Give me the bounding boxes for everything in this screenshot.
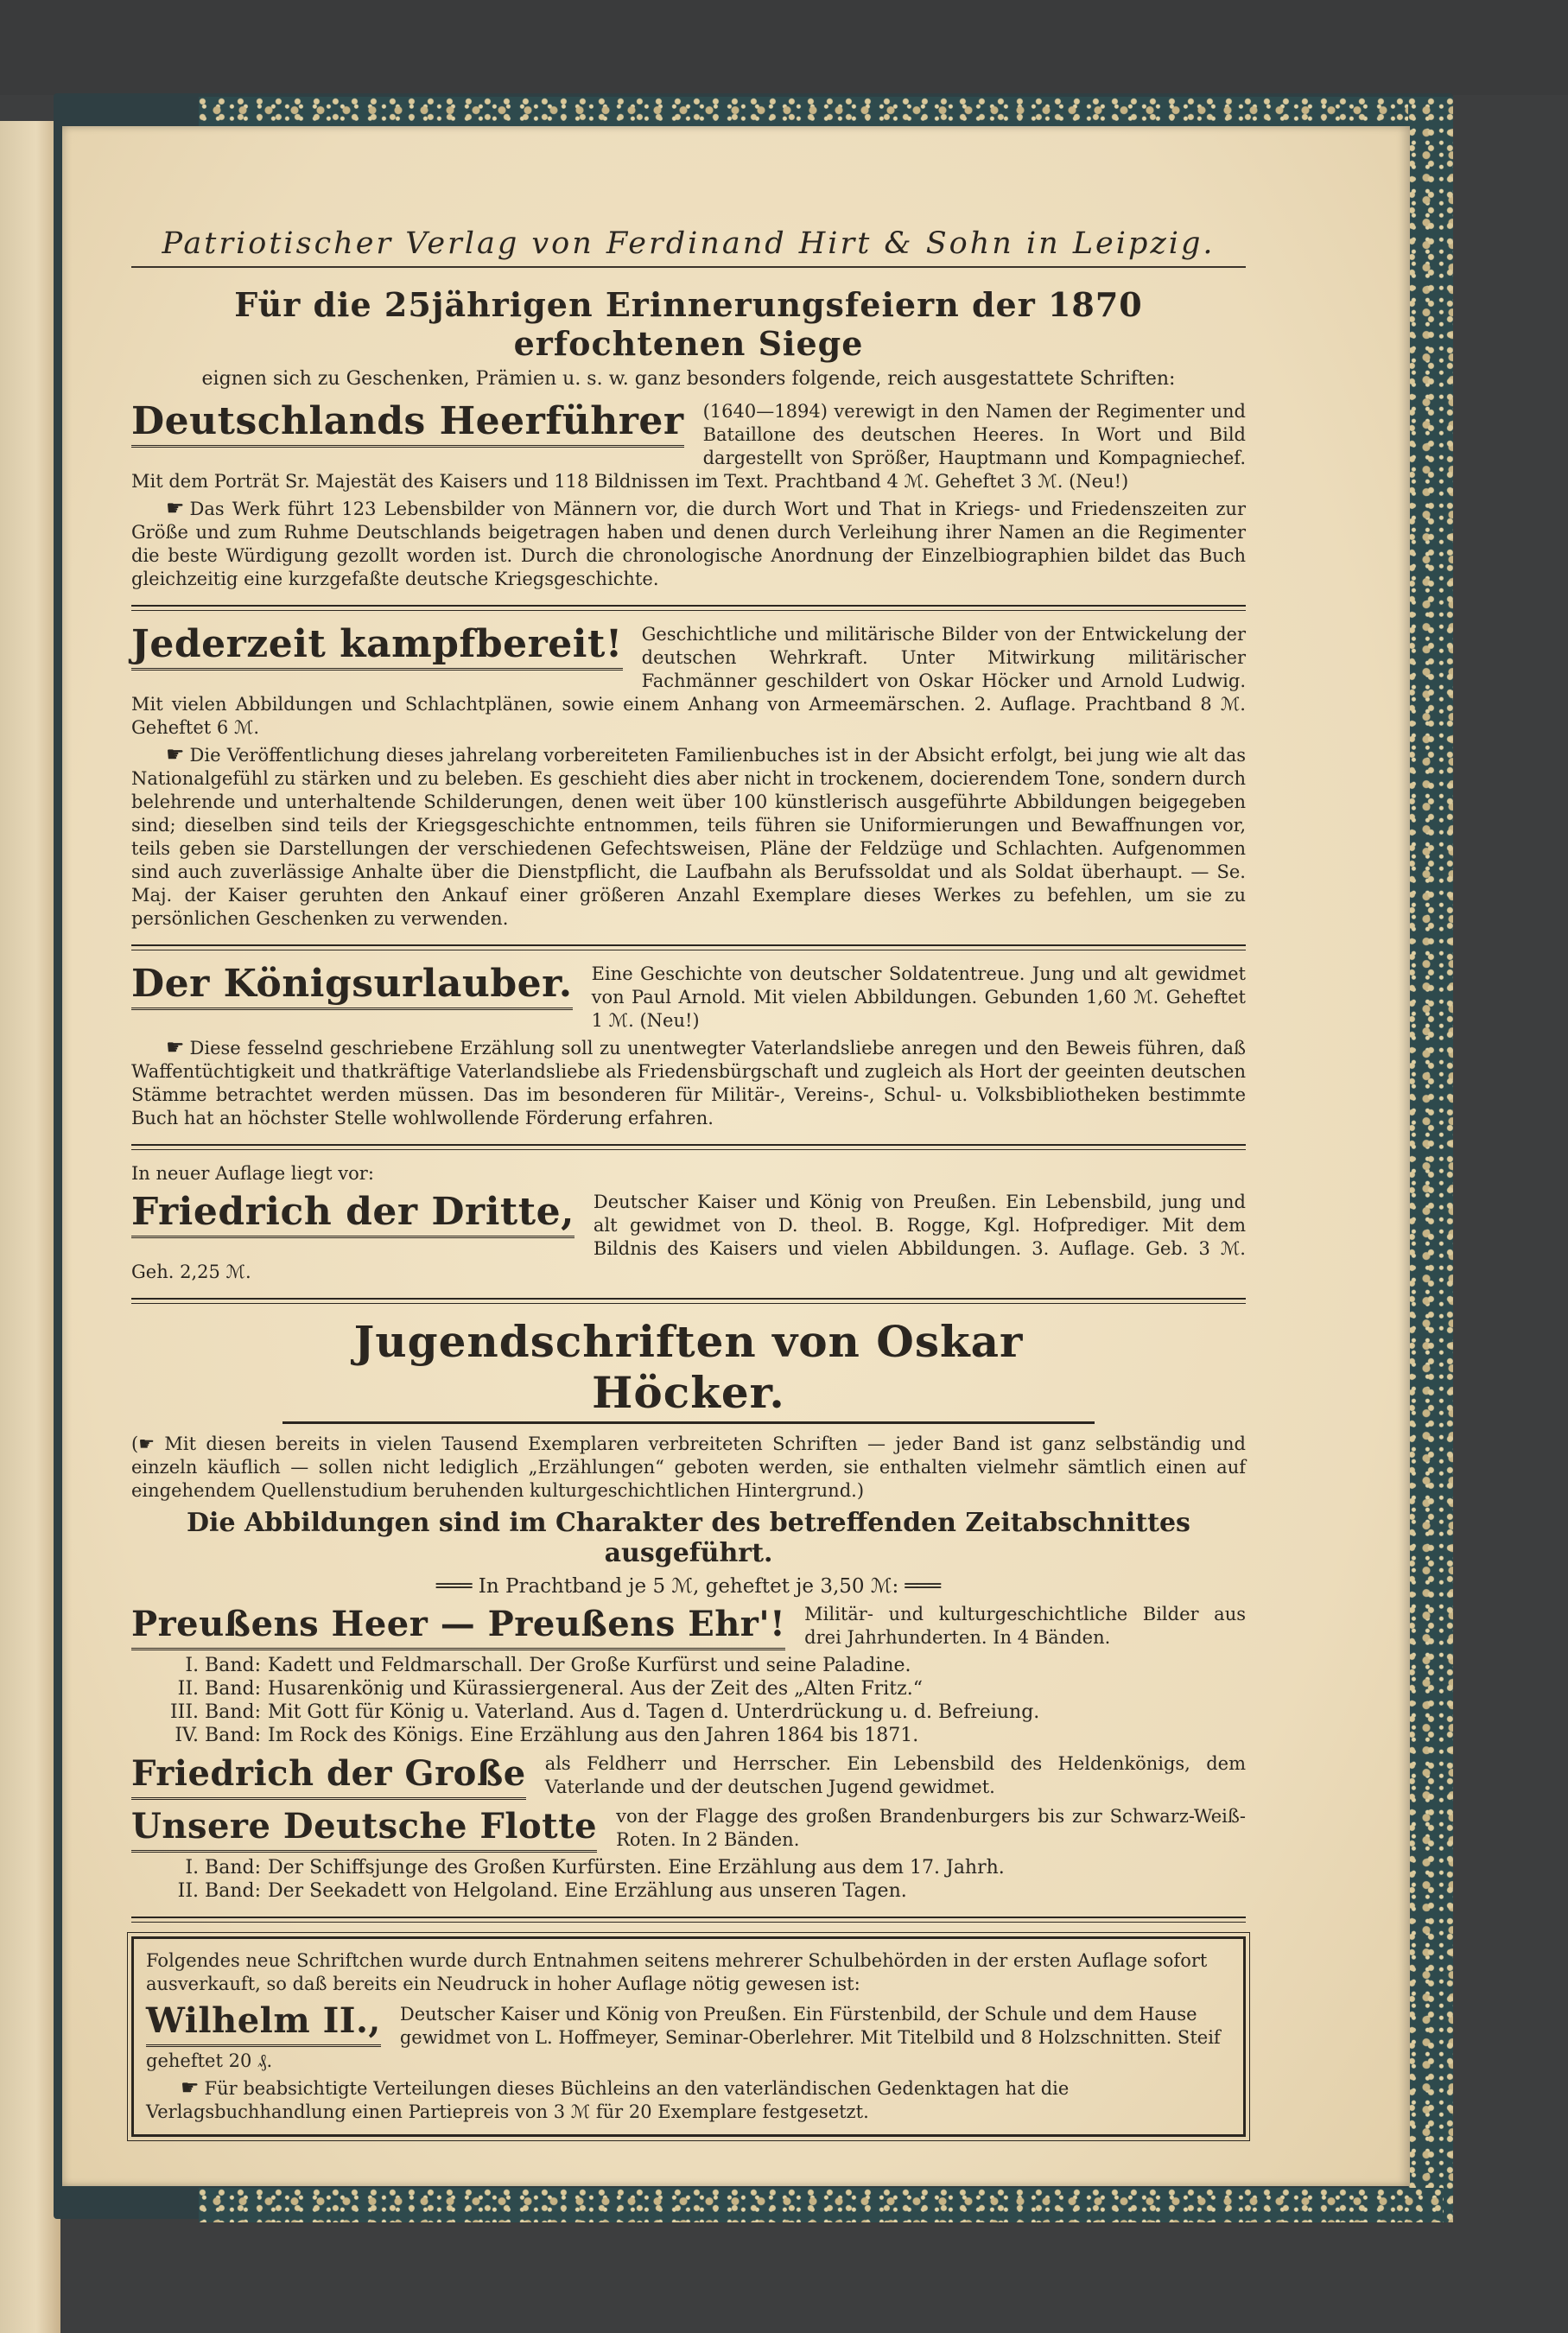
box-title: Wilhelm II., (146, 1999, 381, 2047)
double-rule (131, 944, 1246, 950)
book-note (131, 1036, 1246, 1130)
new-edition-label: In neuer Auflage liegt vor: (131, 1163, 374, 1184)
band-item: IV. Band: Im Rock des Königs. Eine Erzählung aus den Jahren 1864 bis 1871. (175, 1725, 919, 1746)
box-note-text: Für beabsichtigte Verteilungen dieses Büchleins an den vaterländischen Gedenktagen hat die Verlagsbuchhandlung einen Partiepreis von 3 ℳ für 20 Exemplare festgesetzt. (146, 2078, 1070, 2122)
pointing-hand-icon: ☛ (181, 2076, 200, 2100)
book-title: Deutschlands Heerführer (131, 400, 684, 448)
marbled-edge-top (199, 97, 1443, 126)
band-list (131, 1856, 1246, 1903)
book-entry-koenigsurlauber (131, 963, 1246, 1130)
book-entry-heerfuehrer (131, 400, 1246, 591)
pointing-hand-icon: ☛ (166, 1035, 185, 1059)
band-item: I. Band: Kadett und Feldmarschall. Der Große Kurfürst und seine Paladine. (185, 1655, 911, 1676)
book-note-text: Diese fesselnd geschriebene Erzählung soll zu unentwegter Vaterlandsliebe anregen und den Beweis führen, daß Waffentüchtigkeit und thatkräftige Vaterlandsliebe als Friedensbürgschaft und zugleich als Hort der geeinten deutschen Stämme betrachtet werden müssen. Das im besonderen für Militär-, Vereins-, Schul- u. Volksbibliotheken bestimmte Buch hat an höchster Stelle wohlwollende Förderung erfahren. (131, 1038, 1246, 1128)
section-title-youth: Jugendschriften von Oskar Höcker. (282, 1316, 1095, 1424)
book-description: (1640—1894) verewigt in den Namen der Regimenter und Bataillone des deutschen Heeres. In Wort und Bild dargestellt von Sprößer, Hauptmann und Kompagniechef. Mit dem Porträt Sr. Majestät des Kaisers und 118 Bildnissen im Text. Prachtband 4 ℳ. Geheftet 3 ℳ. (Neu!) (131, 401, 1246, 492)
youth-price-line: ═══ In Prachtband je 5 ℳ, geheftet je 3,50 ℳ: ═══ (435, 1575, 942, 1598)
book-entry-friedrich-dritte (131, 1162, 1246, 1284)
book-entry-kampfbereit (131, 623, 1246, 931)
book-note-text: Die Veröffentlichung dieses jahrelang vorbereiteten Familienbuches ist in der Absicht erfolgt, bei jung wie alt das Nationalgefühl zu stärken und zu beleben. Es geschieht dies aber nicht in trockenem, docierendem Tone, sondern durch belehrende und unterhaltende Schilderungen, denen weit über 100 künstlerisch ausgeführte Abbildungen beigegeben sind; dieselben sind teils der Kriegsgeschichte entnommen, teils führen sie Uniformierungen und Bewaffnungen vor, teils geben sie Darstellungen der verschiedenen Gefechtsweisen, Pläne der Feldzüge und Schlachten. Aufgenommen sind auch zuverlässige Anhalte über die Dienstpflicht, die Laufbahn als Berufssoldat und als Soldat überhaupt. — Se. Maj. der Kaiser geruhten den Ankauf einer größeren Anzahl Exemplare dieses Werkes zu befehlen, um sie zu persönlichen Geschenken zu verwenden. (131, 745, 1246, 929)
boxed-notice (131, 1936, 1246, 2137)
intro-headline: Für die 25jährigen Erinnerungsfeiern der 1870 erfochtenen Siege (234, 285, 1143, 363)
series-description: Militär- und kulturgeschichtliche Bilder aus drei Jahrhunderten. In 4 Bänden. (804, 1604, 1246, 1648)
band-item: II. Band: Der Seekadett von Helgoland. Eine Erzählung aus unseren Tagen. (177, 1880, 907, 1902)
double-rule (131, 1917, 1246, 1923)
series-preussens-heer (131, 1603, 1246, 1747)
publisher-header: Patriotischer Verlag von Ferdinand Hirt & Sohn in Leipzig. (131, 226, 1246, 268)
book-note-text: Das Werk führt 123 Lebensbilder von Männern vor, die durch Wort und That in Kriegs- und Friedenszeiten zur Größe und zum Ruhme Deutschlands beigetragen haben und denen durch Verleihung ihrer Namen an die Regimenter die beste Würdigung gezollt worden ist. Durch die chronologische Anordnung der Einzelbiographien bildet das Buch gleichzeitig eine kurzgefaßte deutsche Kriegsgeschichte. (131, 499, 1246, 589)
double-rule (131, 1298, 1246, 1304)
box-description: Deutscher Kaiser und König von Preußen. Ein Fürstenbild, der Schule und dem Hause gewidmet von L. Hoffmeyer, Seminar-Oberlehrer. Mit Titelbild und 8 Holzschnitten. Steif geheftet 20 ₰. (146, 2004, 1221, 2071)
series-title: Unsere Deutsche Flotte (131, 1805, 597, 1853)
pointing-hand-icon: ☛ (166, 742, 185, 766)
band-list (131, 1654, 1246, 1747)
series-title: Preußens Heer — Preußens Ehr'! (131, 1603, 785, 1650)
box-intro: Folgendes neue Schriftchen wurde durch Entnahmen seitens mehrerer Schulbehörden in der ersten Auflage sofort ausverkauft, so daß bereits ein Neudruck in hoher Auflage nötig gewesen ist: (146, 1950, 1208, 1994)
double-rule (131, 1144, 1246, 1150)
series-description: als Feldherr und Herrscher. Ein Lebensbild des Heldenkönigs, dem Vaterlande und der deutschen Jugend gewidmet. (544, 1753, 1246, 1797)
series-title: Friedrich der Große (131, 1752, 526, 1800)
series-description: von der Flagge des großen Brandenburgers bis zur Schwarz-Weiß-Roten. In 2 Bänden. (616, 1806, 1246, 1850)
series-friedrich-grosse (131, 1752, 1246, 1800)
youth-illustration-line: Die Abbildungen sind im Charakter des betreffenden Zeitabschnittes ausgeführt. (187, 1508, 1190, 1568)
marbled-edge-bottom (199, 2188, 1443, 2222)
band-item: I. Band: Der Schiffsjunge des Großen Kurfürsten. Eine Erzählung aus dem 17. Jahrh. (185, 1857, 1005, 1878)
band-item: III. Band: Mit Gott für König u. Vaterland. Aus d. Tagen d. Unterdrückung u. d. Befreiung. (169, 1701, 1040, 1723)
box-note (146, 2076, 1231, 2124)
youth-note: (☛ Mit diesen bereits in vielen Tausend Exemplaren verbreiteten Schriften — jeder Band ist ganz selbständig und einzeln käuflich — sollen nicht lediglich „Erzählungen“ geboten werden, sie enthalten vielmehr sämtlich einen auf eingehendem Quellenstudium beruhenden kulturgeschichtlichen Hintergrund.) (131, 1433, 1246, 1501)
pointing-hand-icon: ☛ (166, 496, 185, 520)
book-description: Deutscher Kaiser und König von Preußen. Ein Lebensbild, jung und alt gewidmet von D. theol. B. Rogge, Kgl. Hofprediger. Mit dem Bildnis des Kaisers und vielen Abbildungen. 3. Auflage. Geb. 3 ℳ. Geh. 2,25 ℳ. (131, 1192, 1246, 1282)
double-rule (131, 605, 1246, 611)
facing-page-edge (0, 121, 60, 2333)
scanner-background (0, 0, 1568, 95)
book-title: Der Königsurlauber. (131, 963, 573, 1010)
book-note (131, 497, 1246, 591)
book-description: Geschichtliche und militärische Bilder von der Entwickelung der deutschen Wehrkraft. Unter Mitwirkung militärischer Fachmänner geschildert von Oskar Höcker und Arnold Ludwig. Mit vielen Abbildungen und Schlachtplänen, sowie einem Anhang von Armeemärschen. 2. Auflage. Prachtband 8 ℳ. Geheftet 6 ℳ. (131, 624, 1246, 738)
book-title: Jederzeit kampfbereit! (131, 623, 623, 671)
series-deutsche-flotte (131, 1805, 1246, 1903)
marbled-edge-right (1408, 97, 1453, 2222)
intro-subline: eignen sich zu Geschenken, Prämien u. s. w. ganz besonders folgende, reich ausgestattete Schriften: (201, 368, 1176, 390)
book-description: Eine Geschichte von deutscher Soldatentreue. Jung und alt gewidmet von Paul Arnold. Mit vielen Abbildungen. Gebunden 1,60 ℳ. Geheftet 1 ℳ. (Neu!) (591, 963, 1246, 1031)
book-title: Friedrich der Dritte, (131, 1191, 575, 1238)
band-item: II. Band: Husarenkönig und Kürassiergeneral. Aus der Zeit des „Alten Fritz.“ (177, 1678, 923, 1700)
advertisement-content (131, 226, 1246, 2137)
book-note (131, 743, 1246, 931)
